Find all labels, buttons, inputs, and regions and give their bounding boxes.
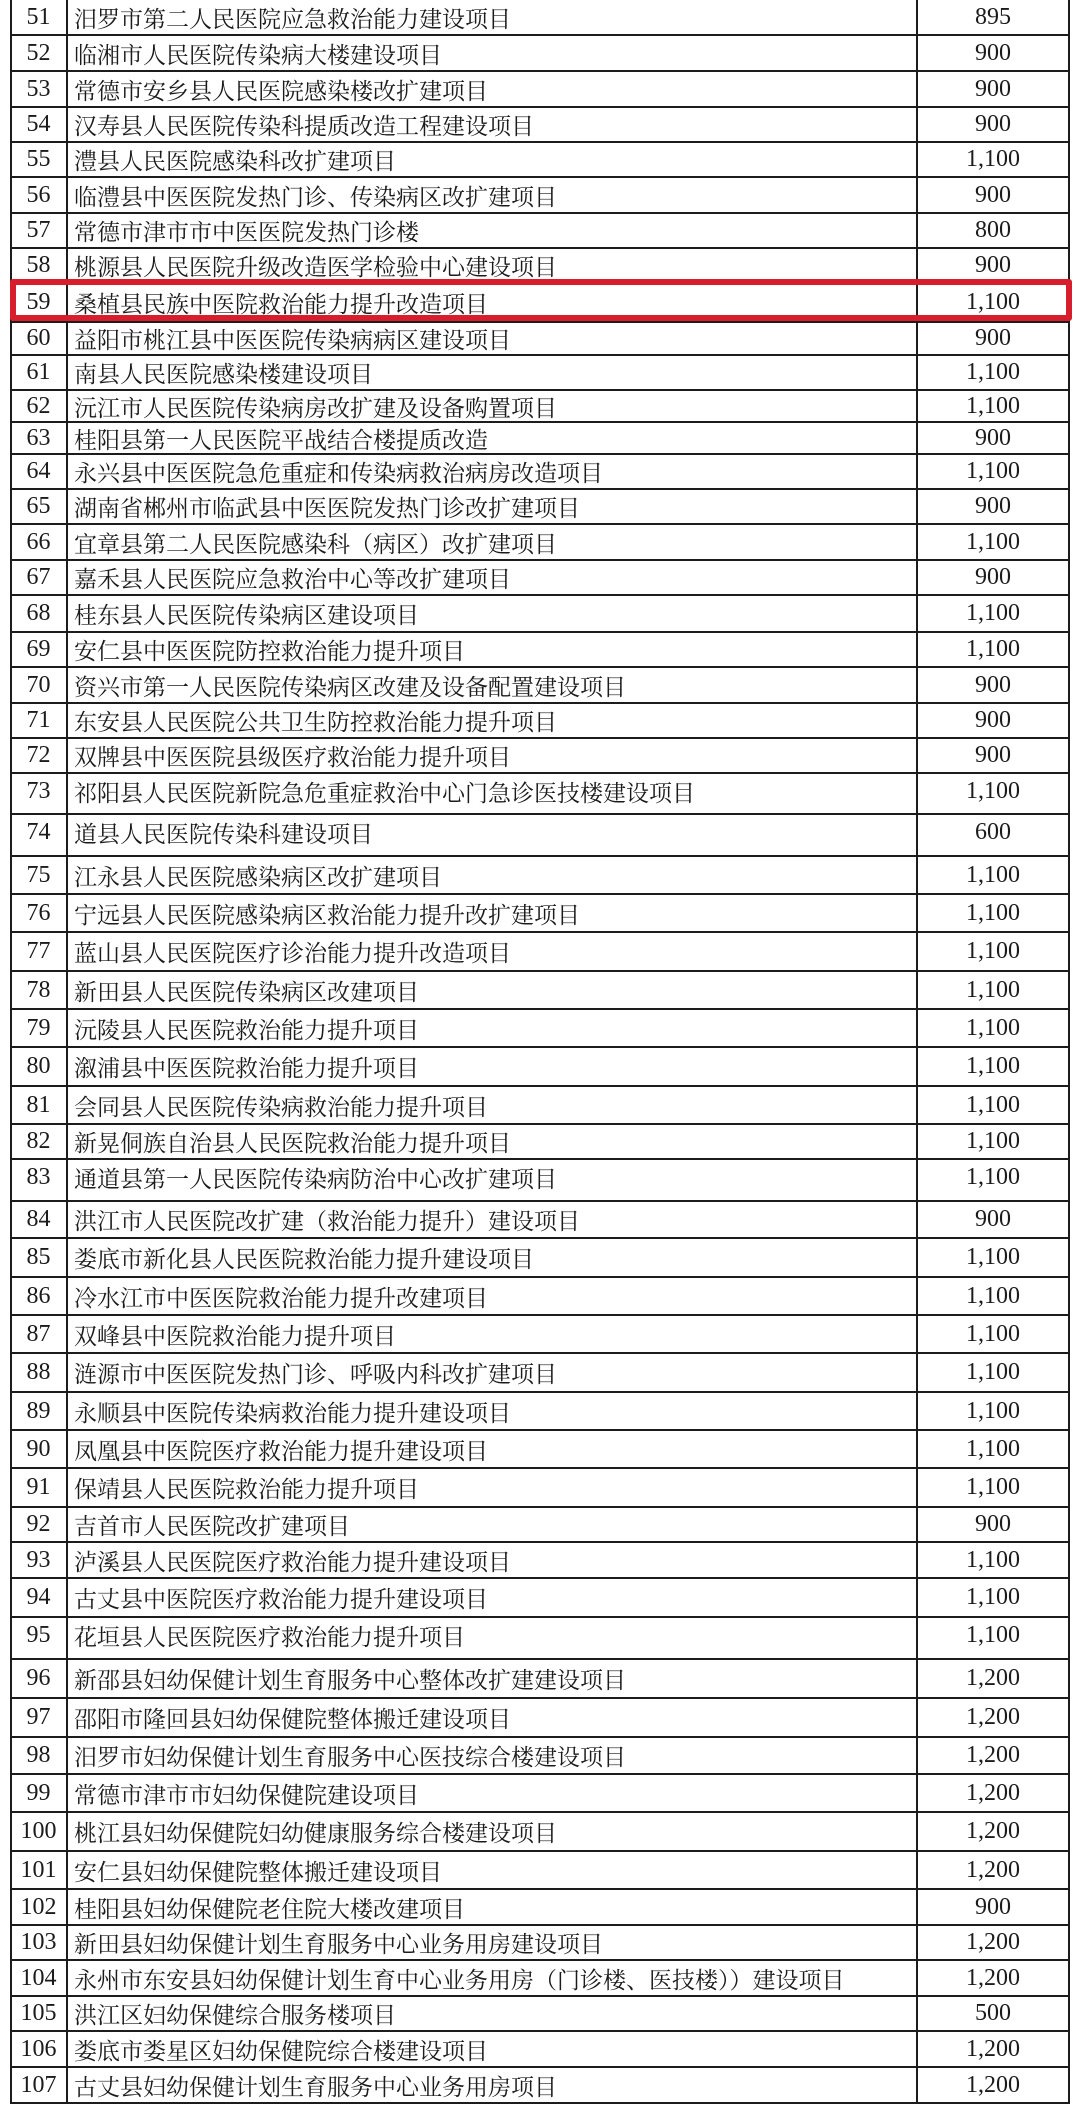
amount: 1,100 — [966, 1622, 1020, 1648]
row-number: 61 — [26, 359, 51, 385]
table-row — [11, 1961, 1069, 1997]
table-row — [11, 1, 1069, 36]
row-number: 80 — [26, 1053, 51, 1079]
amount: 1,100 — [966, 458, 1020, 484]
amount: 1,100 — [966, 1584, 1020, 1610]
amount: 600 — [975, 819, 1011, 845]
amount: 900 — [975, 39, 1011, 66]
project-name: 沅江市人民医院传染病房改扩建及设备购置项目 — [74, 395, 557, 421]
project-name: 桂阳县妇幼保健院老住院大楼改建项目 — [74, 1896, 465, 1922]
project-name: 新田县妇幼保健计划生育服务中心业务用房建设项目 — [74, 1932, 603, 1957]
table-row — [11, 1431, 1069, 1469]
amount: 1,200 — [966, 1818, 1020, 1844]
row-number: 74 — [26, 819, 51, 845]
project-name: 桃江县妇幼保健院妇幼健康服务综合楼建设项目 — [74, 1821, 557, 1846]
amount: 900 — [975, 1893, 1011, 1920]
project-name: 南县人民医院感染楼建设项目 — [74, 362, 373, 387]
project-name: 涟源市中医医院发热门诊、呼吸内科改扩建项目 — [74, 1362, 557, 1387]
table-row — [11, 1997, 1069, 2032]
project-name: 永州市东安县妇幼保健计划生育中心业务用房（门诊楼、医技楼））建设项目 — [74, 1967, 845, 1993]
amount: 1,100 — [966, 600, 1020, 626]
project-name: 洪江市人民医院改扩建（救治能力提升）建设项目 — [74, 1209, 580, 1234]
row-number: 60 — [26, 325, 51, 351]
project-name: 桃源县人民医院升级改造医学检验中心建设项目 — [74, 255, 557, 280]
project-name: 冷水江市中医医院救治能力提升改建项目 — [74, 1285, 488, 1311]
amount: 1,100 — [966, 528, 1020, 555]
amount: 1,100 — [966, 1359, 1020, 1385]
table-row — [11, 1048, 1069, 1087]
amount: 1,100 — [966, 777, 1020, 804]
amount: 1,100 — [966, 1320, 1020, 1347]
amount: 900 — [975, 75, 1011, 102]
project-name: 临澧县中医医院发热门诊、传染病区改扩建项目 — [74, 184, 557, 210]
table-row — [11, 1738, 1069, 1775]
table-row — [11, 108, 1069, 143]
amount: 900 — [975, 111, 1011, 137]
row-number: 94 — [26, 1584, 51, 1610]
project-name: 溆浦县中医医院救治能力提升项目 — [74, 1056, 419, 1081]
row-number: 75 — [26, 861, 51, 888]
row-number: 67 — [26, 564, 51, 590]
project-name: 沅陵县人民医院救治能力提升项目 — [74, 1017, 419, 1043]
table-row — [11, 490, 1069, 525]
amount: 1,100 — [966, 1474, 1020, 1500]
project-name: 临湘市人民医院传染病大楼建设项目 — [74, 42, 442, 68]
table-row — [11, 972, 1069, 1010]
project-name: 澧县人民医院感染科改扩建项目 — [74, 149, 396, 174]
table-row — [11, 1010, 1069, 1048]
amount: 1,100 — [966, 861, 1020, 888]
table-row — [11, 1393, 1069, 1431]
amount: 895 — [975, 4, 1011, 30]
row-number: 86 — [26, 1282, 51, 1309]
project-name: 桑植县民族中医院救治能力提升改造项目 — [74, 292, 488, 317]
row-number: 97 — [26, 1704, 51, 1730]
table-row-highlighted — [11, 284, 1069, 323]
row-number: 79 — [26, 1014, 51, 1041]
project-name: 宜章县第二人民医院感染科（病区）改扩建项目 — [74, 531, 557, 557]
table-row — [11, 1087, 1069, 1125]
amount: 1,100 — [966, 1091, 1020, 1118]
amount: 1,100 — [966, 1397, 1020, 1424]
project-name: 嘉禾县人民医院应急救治中心等改扩建项目 — [74, 567, 511, 592]
row-number: 82 — [26, 1128, 51, 1154]
project-name: 汨罗市妇幼保健计划生育服务中心医技综合楼建设项目 — [74, 1745, 626, 1770]
row-number: 88 — [26, 1359, 51, 1385]
row-number: 84 — [26, 1206, 51, 1232]
project-name: 永兴县中医医院急危重症和传染病救治病房改造项目 — [74, 461, 603, 486]
amount: 1,100 — [966, 938, 1020, 964]
project-name: 蓝山县人民医院医疗诊治能力提升改造项目 — [74, 941, 511, 966]
row-number: 99 — [26, 1779, 51, 1806]
project-name: 益阳市桃江县中医医院传染病病区建设项目 — [74, 328, 511, 353]
row-number: 56 — [26, 181, 51, 208]
table-row — [11, 1316, 1069, 1354]
project-name: 古丈县妇幼保健计划生育服务中心业务用房项目 — [74, 2074, 557, 2100]
project-name: 道县人民医院传染科建设项目 — [74, 822, 373, 847]
amount: 900 — [975, 564, 1011, 590]
table-row — [11, 739, 1069, 774]
row-number: 72 — [26, 742, 51, 768]
table-row — [11, 596, 1069, 633]
project-name: 凤凰县中医院医疗救治能力提升建设项目 — [74, 1438, 488, 1464]
row-number: 85 — [26, 1244, 51, 1270]
row-number: 89 — [26, 1397, 51, 1424]
table-row — [11, 704, 1069, 739]
row-number: 93 — [26, 1546, 51, 1573]
table-row — [11, 391, 1069, 423]
project-name: 汉寿县人民医院传染科提质改造工程建设项目 — [74, 114, 534, 139]
amount: 1,200 — [966, 1742, 1020, 1768]
amount: 900 — [975, 671, 1011, 698]
amount: 900 — [975, 1206, 1011, 1232]
row-number: 58 — [26, 252, 51, 278]
row-number: 76 — [26, 899, 51, 926]
project-name: 常德市津市市中医医院发热门诊楼 — [74, 220, 419, 245]
amount: 1,200 — [966, 1704, 1020, 1730]
project-name: 安仁县妇幼保健院整体搬迁建设项目 — [74, 1859, 442, 1885]
table-row — [11, 1852, 1069, 1890]
row-number: 90 — [26, 1435, 51, 1462]
amount: 1,200 — [966, 1856, 1020, 1883]
project-name: 江永县人民医院感染病区改扩建项目 — [74, 864, 442, 890]
amount: 900 — [975, 1511, 1011, 1537]
table-row — [11, 1543, 1069, 1579]
table-row — [11, 1926, 1069, 1961]
amount: 900 — [975, 181, 1011, 208]
project-name: 吉首市人民医院改扩建项目 — [74, 1514, 350, 1539]
table-row — [11, 1354, 1069, 1393]
amount: 1,100 — [966, 392, 1020, 419]
project-name: 桂阳县第一人民医院平战结合楼提质改造 — [74, 427, 488, 453]
table-row — [11, 214, 1069, 249]
row-number: 103 — [20, 1929, 57, 1955]
table-row — [11, 423, 1069, 455]
table-row — [11, 455, 1069, 490]
project-name: 桂东县人民医院传染病区建设项目 — [74, 603, 419, 628]
amount: 1,100 — [966, 359, 1020, 385]
table-row — [11, 1660, 1069, 1699]
amount: 1,100 — [966, 1435, 1020, 1462]
project-name: 新晃侗族自治县人民医院救治能力提升项目 — [74, 1131, 511, 1156]
project-name: 古丈县中医院医疗救治能力提升建设项目 — [74, 1587, 488, 1612]
table-row — [11, 1618, 1069, 1660]
amount: 1,200 — [966, 2071, 1020, 2098]
table-row — [11, 1890, 1069, 1926]
table-row — [11, 356, 1069, 391]
row-number: 53 — [26, 75, 51, 102]
row-number: 62 — [26, 392, 51, 419]
row-number: 98 — [26, 1742, 51, 1768]
project-name: 邵阳市隆回县妇幼保健院整体搬迁建设项目 — [74, 1707, 511, 1732]
table-row — [11, 2068, 1069, 2104]
project-name: 常德市安乡县人民医院感染楼改扩建项目 — [74, 78, 488, 104]
row-number: 106 — [20, 2035, 57, 2062]
amount: 1,100 — [966, 1244, 1020, 1270]
row-number: 78 — [26, 976, 51, 1003]
table-row — [11, 633, 1069, 668]
project-name: 常德市津市市妇幼保健院建设项目 — [74, 1782, 419, 1808]
row-number: 59 — [26, 289, 51, 315]
row-number: 68 — [26, 600, 51, 626]
row-number: 105 — [20, 2000, 57, 2026]
amount: 1,100 — [966, 289, 1020, 315]
amount: 900 — [975, 493, 1011, 519]
amount: 900 — [975, 325, 1011, 351]
table-row — [11, 323, 1069, 356]
row-number: 92 — [26, 1511, 51, 1537]
table-row — [11, 895, 1069, 933]
row-number: 107 — [20, 2071, 57, 2098]
row-number: 83 — [26, 1164, 51, 1190]
row-number: 101 — [20, 1856, 57, 1883]
row-number: 96 — [26, 1665, 51, 1691]
table-row — [11, 1239, 1069, 1278]
table-row — [11, 1813, 1069, 1852]
table-row — [11, 143, 1069, 178]
amount: 900 — [975, 424, 1011, 451]
row-number: 71 — [26, 707, 51, 733]
project-name: 湖南省郴州市临武县中医医院发热门诊改扩建项目 — [74, 496, 580, 521]
project-name: 通道县第一人民医院传染病防治中心改扩建项目 — [74, 1167, 557, 1192]
row-number: 57 — [26, 217, 51, 243]
project-name: 双牌县中医医院县级医疗救治能力提升项目 — [74, 745, 511, 770]
project-name: 保靖县人民医院救治能力提升项目 — [74, 1477, 419, 1502]
project-name: 安仁县中医医院防控救治能力提升项目 — [74, 639, 465, 664]
row-number: 81 — [26, 1091, 51, 1118]
table-row — [11, 1202, 1069, 1239]
row-number: 52 — [26, 39, 51, 66]
table-row — [11, 1160, 1069, 1202]
project-name: 东安县人民医院公共卫生防控救治能力提升项目 — [74, 710, 557, 735]
amount: 500 — [975, 2000, 1011, 2026]
project-name: 宁远县人民医院感染病区救治能力提升改扩建项目 — [74, 902, 580, 928]
table-row — [11, 933, 1069, 972]
amount: 1,200 — [966, 1665, 1020, 1691]
table-row — [11, 857, 1069, 895]
table-row — [11, 1125, 1069, 1160]
project-name: 资兴市第一人民医院传染病区改建及设备配置建设项目 — [74, 674, 626, 700]
row-number: 70 — [26, 671, 51, 698]
amount: 1,200 — [966, 1929, 1020, 1955]
row-number: 100 — [20, 1818, 57, 1844]
row-number: 54 — [26, 111, 51, 137]
table-row — [11, 249, 1069, 284]
row-number: 73 — [26, 777, 51, 804]
amount: 900 — [975, 707, 1011, 733]
row-number: 69 — [26, 636, 51, 662]
row-number: 77 — [26, 938, 51, 964]
table-row — [11, 1469, 1069, 1508]
row-number: 65 — [26, 493, 51, 519]
amount: 1,200 — [966, 1964, 1020, 1991]
project-name: 新邵县妇幼保健计划生育服务中心整体改扩建建设项目 — [74, 1668, 626, 1693]
table-row — [11, 72, 1069, 108]
amount: 1,100 — [966, 1128, 1020, 1154]
amount: 900 — [975, 252, 1011, 278]
table-row — [11, 178, 1069, 214]
amount: 1,100 — [966, 1282, 1020, 1309]
project-name: 娄底市娄星区妇幼保健院综合楼建设项目 — [74, 2038, 488, 2064]
table-row — [11, 1775, 1069, 1813]
amount: 1,100 — [966, 636, 1020, 662]
row-number: 51 — [26, 4, 51, 30]
project-name: 新田县人民医院传染病区改建项目 — [74, 979, 419, 1005]
table-row — [11, 668, 1069, 704]
amount: 900 — [975, 742, 1011, 768]
project-name: 汨罗市第二人民医院应急救治能力建设项目 — [74, 7, 511, 32]
project-name: 会同县人民医院传染病救治能力提升项目 — [74, 1094, 488, 1120]
amount: 1,200 — [966, 1779, 1020, 1806]
row-number: 95 — [26, 1622, 51, 1648]
table-row — [11, 815, 1069, 857]
table-row — [11, 525, 1069, 561]
table-row — [11, 2032, 1069, 2068]
project-name: 祁阳县人民医院新院急危重症救治中心门急诊医技楼建设项目 — [74, 780, 695, 806]
amount: 1,100 — [966, 1053, 1020, 1079]
amount: 800 — [975, 217, 1011, 243]
project-name: 永顺县中医院传染病救治能力提升建设项目 — [74, 1400, 511, 1426]
amount: 1,100 — [966, 1014, 1020, 1041]
amount: 1,100 — [966, 976, 1020, 1003]
amount: 1,100 — [966, 1546, 1020, 1573]
row-number: 64 — [26, 458, 51, 484]
table-row — [11, 561, 1069, 596]
row-number: 66 — [26, 528, 51, 555]
project-name: 花垣县人民医院医疗救治能力提升项目 — [74, 1625, 465, 1650]
amount: 1,200 — [966, 2035, 1020, 2062]
table-row — [11, 1508, 1069, 1543]
row-number: 63 — [26, 424, 51, 451]
amount: 1,100 — [966, 146, 1020, 172]
row-number: 104 — [20, 1964, 57, 1991]
project-name: 娄底市新化县人民医院救治能力提升建设项目 — [74, 1247, 534, 1272]
row-number: 55 — [26, 146, 51, 172]
amount: 1,100 — [966, 1164, 1020, 1190]
row-number: 102 — [20, 1893, 57, 1920]
table-row — [11, 774, 1069, 815]
row-number: 91 — [26, 1474, 51, 1500]
table-row — [11, 1699, 1069, 1738]
table-row — [11, 36, 1069, 72]
amount: 1,100 — [966, 899, 1020, 926]
table-row — [11, 1278, 1069, 1316]
row-number: 87 — [26, 1320, 51, 1347]
table-row — [11, 1579, 1069, 1618]
project-name: 泸溪县人民医院医疗救治能力提升建设项目 — [74, 1549, 511, 1575]
project-name: 双峰县中医院救治能力提升项目 — [74, 1323, 396, 1349]
project-name: 洪江区妇幼保健综合服务楼项目 — [74, 2003, 396, 2028]
